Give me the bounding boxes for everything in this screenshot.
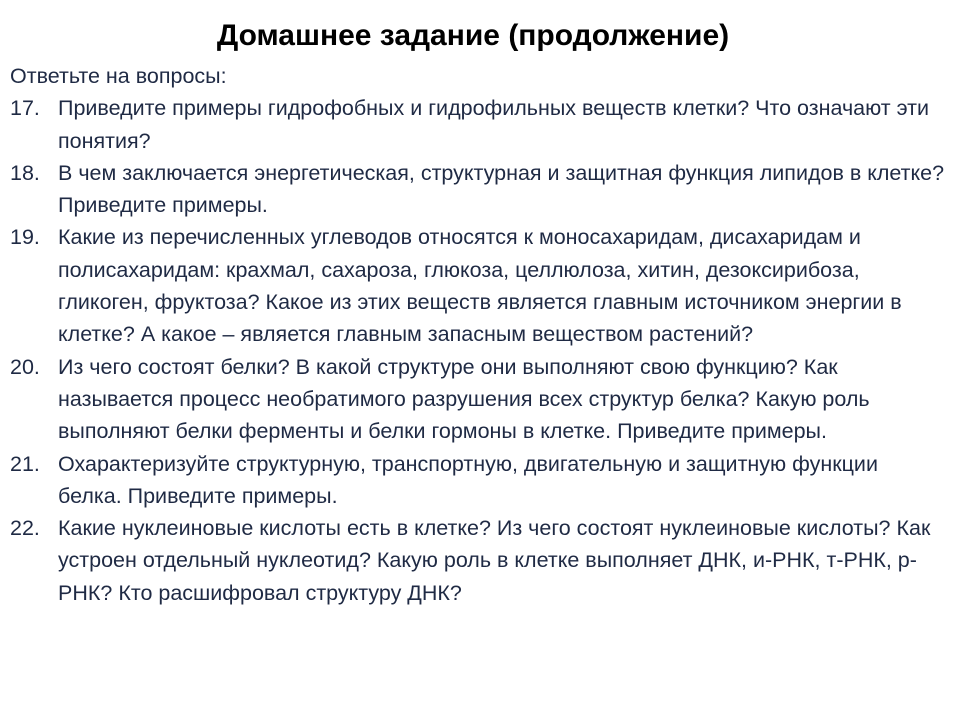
question-number: 18. xyxy=(10,160,40,185)
question-number: 22. xyxy=(10,516,40,541)
question-number: 20. xyxy=(10,354,40,379)
intro-text: Ответьте на вопросы: xyxy=(10,64,227,88)
question-item-22 xyxy=(10,512,945,609)
question-number: 19. xyxy=(10,225,40,250)
question-item-21 xyxy=(10,448,945,513)
slide-content xyxy=(10,60,945,609)
question-item-20 xyxy=(10,351,945,448)
question-text: Приведите примеры гидрофобных и гидрофильных веществ клетки? Что означают эти понятия? xyxy=(58,96,929,153)
question-number: 17. xyxy=(10,96,40,121)
question-text: Какие из перечисленных углеводов относятся к моносахаридам, дисахаридам и полисахаридам: крахмал, сахароза, глюкоза, целлюлоза, хитин, дезоксирибоза, гликоген, фруктоза? Какое из этих веществ является главным источником энергии в клетке? А какое – является главным запасным веществом растений? xyxy=(58,225,902,347)
question-item-19 xyxy=(10,221,945,350)
question-item-18 xyxy=(10,157,945,222)
question-text: Охарактеризуйте структурную, транспортную, двигательную и защитную функции белка. Приведите примеры. xyxy=(58,451,878,508)
question-number: 21. xyxy=(10,451,40,476)
question-list xyxy=(10,92,945,609)
question-item-17 xyxy=(10,92,945,157)
question-text: Из чего состоят белки? В какой структуре они выполняют свою функцию? Как называется процесс необратимого разрушения всех структур белка? Какую роль выполняют белки ферменты и белки гормоны в клетке. Приведите примеры. xyxy=(58,354,870,444)
question-text: В чем заключается энергетическая, структурная и защитная функция липидов в клетке? Приведите примеры. xyxy=(58,160,945,218)
slide-title: Домашнее задание (продолжение) xyxy=(216,19,730,52)
question-text: Какие нуклеиновые кислоты есть в клетке? Из чего состоят нуклеиновые кислоты? Как устроен отдельный нуклеотид? Какую роль в клетке выполняет ДНК, и-РНК, т-РНК, р-РНК? Кто расшифровал структуру ДНК? xyxy=(58,516,931,605)
